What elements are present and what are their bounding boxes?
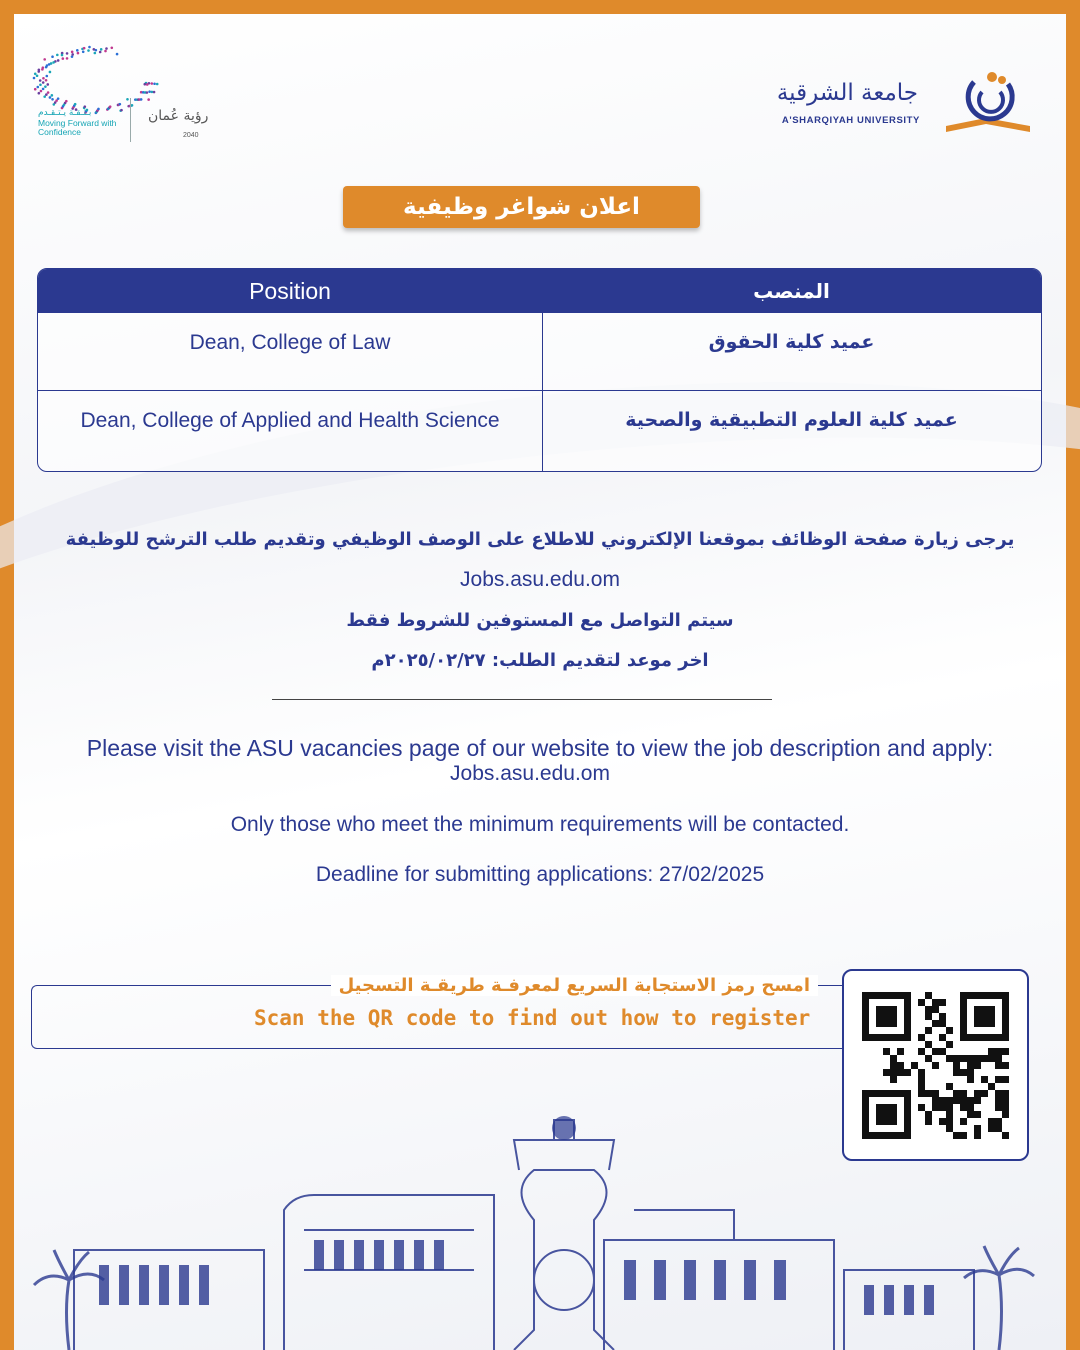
- vision-divider: [130, 98, 131, 142]
- header-position-ar: المنصب: [753, 279, 830, 303]
- qr-instruction-ar: امسح رمز الاستجابة السريع لمعرفـة طريقـة التسجيل: [331, 975, 818, 996]
- english-contact-text: Only those who meet the minimum requirements will be contacted.: [230, 813, 850, 836]
- university-name-en: A'SHARQIYAH UNIVERSITY: [781, 115, 920, 126]
- asu-emblem-icon: [938, 68, 1038, 140]
- vision-year: 2040: [183, 132, 199, 139]
- table-row-1-en: Dean, College of Law: [189, 331, 391, 354]
- table-row-divider: [38, 390, 1041, 391]
- arabic-deadline-text: اخر موعد لتقديم الطلب: ٢٠٢٥/٠٢/٢٧م: [371, 650, 709, 671]
- section-divider: [272, 699, 772, 700]
- asu-logo: [738, 68, 1038, 138]
- arabic-visit-text: يرجى زيارة صفحة الوظائف بموقعنا الإلكتروني للاطلاع على الوصف الوظيفي وتقديم طلب الترشح للوظيفة: [65, 529, 1015, 550]
- vision-brand: رؤية عُمان: [148, 108, 209, 124]
- university-name-ar: جامعة الشرقية: [776, 80, 918, 106]
- table-header: [38, 269, 1041, 313]
- oman-vision-logo: [30, 38, 250, 148]
- vision-tagline-ar: بـثـقـة يـتـقـدم: [38, 108, 92, 118]
- announcement-title: اعلان شواغر وظيفية: [343, 186, 700, 228]
- header-position-en: Position: [249, 278, 331, 304]
- positions-table: [37, 268, 1042, 472]
- qr-instruction-en: Scan the QR code to find out how to register: [254, 1006, 811, 1030]
- english-deadline-text: Deadline for submitting applications: 27/02/2025: [315, 863, 765, 886]
- arabic-url-link[interactable]: Jobs.asu.edu.om: [460, 568, 620, 591]
- table-row-1-ar: عميد كلية الحقوق: [708, 331, 875, 353]
- english-url-link[interactable]: Jobs.asu.edu.om: [450, 762, 610, 785]
- english-visit-text: Please visit the ASU vacancies page of our website to view the job description and apply:: [86, 735, 994, 761]
- arabic-contact-text: سيتم التواصل مع المستوفين للشروط فقط: [346, 610, 734, 631]
- table-row-2-ar: عميد كلية العلوم التطبيقية والصحية: [625, 409, 958, 431]
- table-row-2-en: Dean, College of Applied and Health Science: [80, 409, 500, 432]
- vision-tagline-en: Moving Forward with Confidence: [38, 118, 117, 137]
- campus-skyline-illustration: [14, 1100, 1066, 1350]
